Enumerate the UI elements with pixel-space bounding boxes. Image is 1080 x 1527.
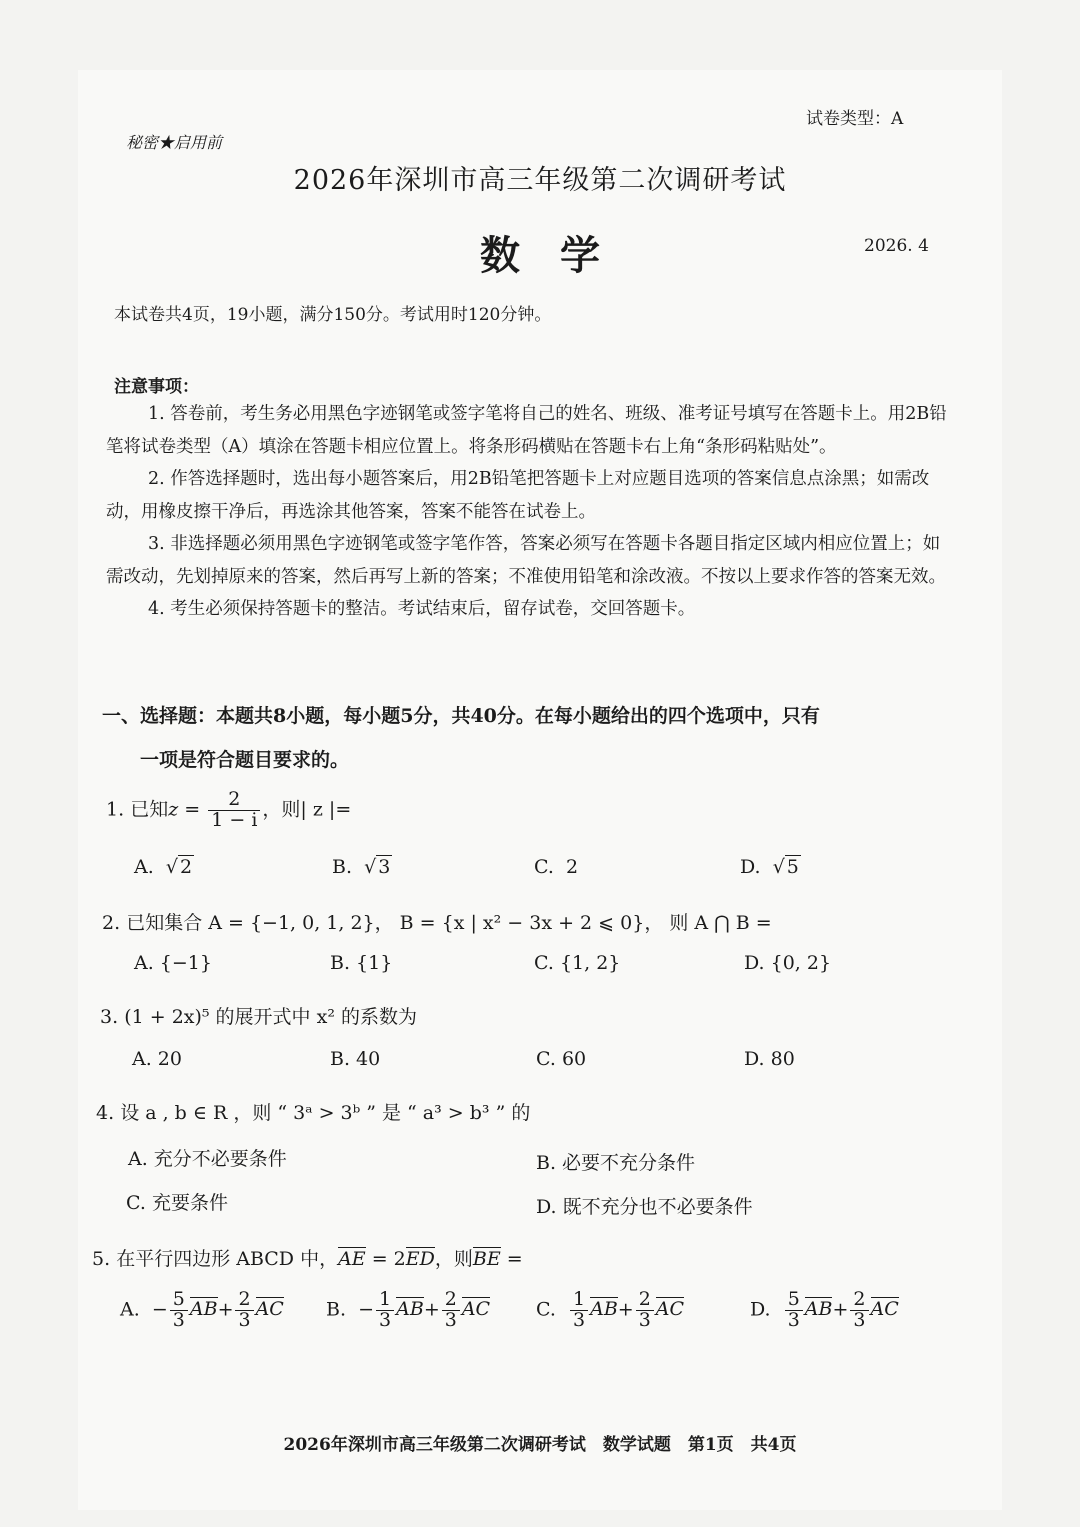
- notice-item: 1. 答卷前，考生务必用黑色字迹钢笔或签字笔将自己的姓名、班级、准考证号填写在答题卡上。用2B铅笔将试卷类型（A）填涂在答题卡相应位置上。将条形码横贴在答题卡右上角“条形码粘贴处”。: [106, 404, 947, 457]
- question-number: 1.: [106, 798, 125, 821]
- math-op: +: [217, 1298, 234, 1321]
- math-op: +: [423, 1298, 440, 1321]
- q3-option-b[interactable]: B. 40: [330, 1048, 381, 1070]
- sqrt-radicand: 5: [786, 856, 799, 878]
- question-text: 已知: [130, 798, 169, 821]
- q4-option-b[interactable]: B. 必要不充分条件: [536, 1152, 696, 1174]
- frac-num: 1: [376, 1290, 394, 1311]
- vector-ac: AC: [655, 1298, 685, 1321]
- option-label: C.: [534, 856, 554, 878]
- subject-title: 数学: [480, 232, 640, 279]
- question-text: ，则: [434, 1248, 473, 1270]
- frac-den: 3: [444, 1308, 457, 1331]
- fraction: [785, 1290, 803, 1331]
- q3-option-c[interactable]: C. 60: [536, 1048, 587, 1070]
- math-op: −: [358, 1298, 375, 1321]
- fraction: [636, 1290, 654, 1331]
- q2-option-b[interactable]: B. {1}: [330, 952, 393, 974]
- q5-option-b[interactable]: [326, 1290, 490, 1331]
- vector-ac: AC: [255, 1298, 284, 1321]
- section-heading: [102, 694, 966, 782]
- question-number: 2.: [102, 912, 121, 934]
- option-label: A.: [120, 1298, 140, 1321]
- notice-list: [106, 398, 950, 626]
- vector-ab: AB: [590, 1298, 618, 1321]
- frac-den: 3: [853, 1308, 866, 1331]
- vector-ed: ED: [405, 1248, 435, 1270]
- option-label: B.: [332, 856, 353, 878]
- option-value: 2: [566, 856, 579, 878]
- option-label: B.: [326, 1298, 347, 1321]
- question-number: 5.: [92, 1248, 111, 1270]
- q4-option-d[interactable]: D. 既不充分也不必要条件: [536, 1196, 753, 1218]
- option-label: C.: [536, 1298, 556, 1321]
- math-eq: =: [500, 1248, 523, 1270]
- frac-num: 2: [442, 1290, 460, 1311]
- fraction: [235, 1290, 253, 1331]
- fraction: [376, 1290, 394, 1331]
- option-label: D.: [740, 856, 761, 878]
- question-4: [96, 1098, 530, 1125]
- frac-den: 3: [238, 1308, 251, 1331]
- page-footer: 2026年深圳市高三年级第二次调研考试 数学试题 第1页 共4页: [283, 1435, 797, 1455]
- frac-num: 2: [850, 1290, 868, 1311]
- frac-den: 1 − i: [211, 808, 258, 831]
- q2-option-a[interactable]: A. {−1}: [134, 952, 212, 974]
- sqrt-radicand: 2: [179, 856, 193, 878]
- vector-ab: AB: [804, 1298, 833, 1321]
- section-heading-line2: 一项是符合题目要求的。: [140, 749, 350, 771]
- question-text: 已知集合 A = {−1, 0, 1, 2}， B = {x | x² − 3x + 2 ⩽ 0}， 则 A ⋂ B =: [126, 912, 772, 934]
- q2-option-d[interactable]: D. {0, 2}: [744, 952, 832, 974]
- notice-item: 2. 作答选择题时，选出每小题答案后，用2B铅笔把答题卡上对应题目选项的答案信息点涂黑；如需改动，用橡皮擦干净后，再选涂其他答案，答案不能答在试卷上。: [106, 469, 930, 522]
- frac-den: 3: [573, 1308, 586, 1331]
- question-2: [102, 908, 772, 935]
- option-label: D.: [750, 1298, 771, 1321]
- fraction: [570, 1290, 588, 1331]
- frac-den: 3: [379, 1308, 392, 1331]
- math-op: −: [151, 1298, 168, 1321]
- question-number: 4.: [96, 1102, 115, 1124]
- option-label: A.: [134, 856, 154, 878]
- section-heading-line1: 一、选择题：本题共8小题，每小题5分，共40分。在每小题给出的四个选项中，只有: [102, 705, 820, 727]
- fraction: [442, 1290, 460, 1331]
- q5-option-d[interactable]: [750, 1290, 899, 1331]
- question-5: [92, 1244, 523, 1271]
- math-var: z: [168, 798, 179, 821]
- frac-num: 2: [636, 1290, 654, 1311]
- frac-num: 5: [785, 1290, 803, 1311]
- question-1: [106, 790, 351, 831]
- question-3: [100, 1002, 417, 1029]
- vector-ae: AE: [338, 1248, 366, 1270]
- confidential-label: 秘密★启用前: [126, 133, 223, 152]
- q1-option-d[interactable]: D. √ 5: [740, 856, 799, 878]
- sqrt-radicand: 3: [378, 856, 391, 878]
- q1-option-c[interactable]: [534, 856, 578, 878]
- frac-num: 2: [235, 1290, 253, 1311]
- math-expr: | z |=: [300, 798, 352, 821]
- fraction: [850, 1290, 868, 1331]
- question-text: ，则: [262, 798, 301, 821]
- frac-num: 1: [570, 1290, 588, 1311]
- question-text: 设 a , b ∈ R ，则 “ 3ᵃ > 3ᵇ ” 是 “ a³ > b³ ” 的: [120, 1102, 531, 1124]
- q4-option-a[interactable]: A. 充分不必要条件: [128, 1148, 287, 1170]
- q3-option-a[interactable]: A. 20: [132, 1048, 182, 1070]
- q5-option-c[interactable]: [536, 1290, 684, 1331]
- q1-option-a[interactable]: A. √ 2: [134, 856, 193, 878]
- notice-item: 4. 考生必须保持答题卡的整洁。考试结束后，留存试卷，交回答题卡。: [148, 599, 696, 619]
- math-eq: = 2: [365, 1248, 406, 1270]
- exam-intro: 本试卷共4页，19小题，满分150分。考试用时120分钟。: [114, 305, 552, 325]
- vector-ab: AB: [396, 1298, 424, 1321]
- vector-ac: AC: [870, 1298, 899, 1321]
- math-op: +: [617, 1298, 634, 1321]
- frac-num: 5: [170, 1290, 188, 1311]
- q4-option-c[interactable]: C. 充要条件: [126, 1192, 228, 1214]
- fraction: [208, 790, 260, 831]
- vector-ab: AB: [189, 1298, 218, 1321]
- exam-title: 2026年深圳市高三年级第二次调研考试: [293, 165, 787, 196]
- q5-option-a[interactable]: [120, 1290, 284, 1331]
- paper-type-label: 试卷类型：A: [806, 109, 904, 129]
- notice-title: 注意事项：: [114, 377, 199, 397]
- question-text: (1 + 2x)⁵ 的展开式中 x² 的系数为: [124, 1006, 417, 1028]
- question-text: 在平行四边形 ABCD 中，: [116, 1248, 339, 1270]
- vector-ac: AC: [461, 1298, 491, 1321]
- frac-den: 3: [638, 1308, 651, 1331]
- fraction: [170, 1290, 188, 1331]
- math-op: +: [832, 1298, 849, 1321]
- vector-be: BE: [472, 1248, 501, 1270]
- frac-den: 3: [787, 1308, 800, 1331]
- exam-date: 2026. 4: [864, 236, 929, 256]
- math-eq: =: [178, 798, 201, 821]
- frac-num: 2: [208, 790, 260, 811]
- q3-option-d[interactable]: D. 80: [744, 1048, 795, 1070]
- notice-item: 3. 非选择题必须用黑色字迹钢笔或签字笔作答，答案必须写在答题卡各题目指定区域内相应位置上；如需改动，先划掉原来的答案，然后再写上新的答案；不准使用铅笔和涂改液。不按以上要求作答的答案无效。: [106, 534, 946, 587]
- frac-den: 3: [172, 1308, 185, 1331]
- question-number: 3.: [100, 1006, 119, 1028]
- q2-option-c[interactable]: C. {1, 2}: [534, 952, 621, 974]
- q1-option-b[interactable]: B. √ 3: [332, 856, 391, 878]
